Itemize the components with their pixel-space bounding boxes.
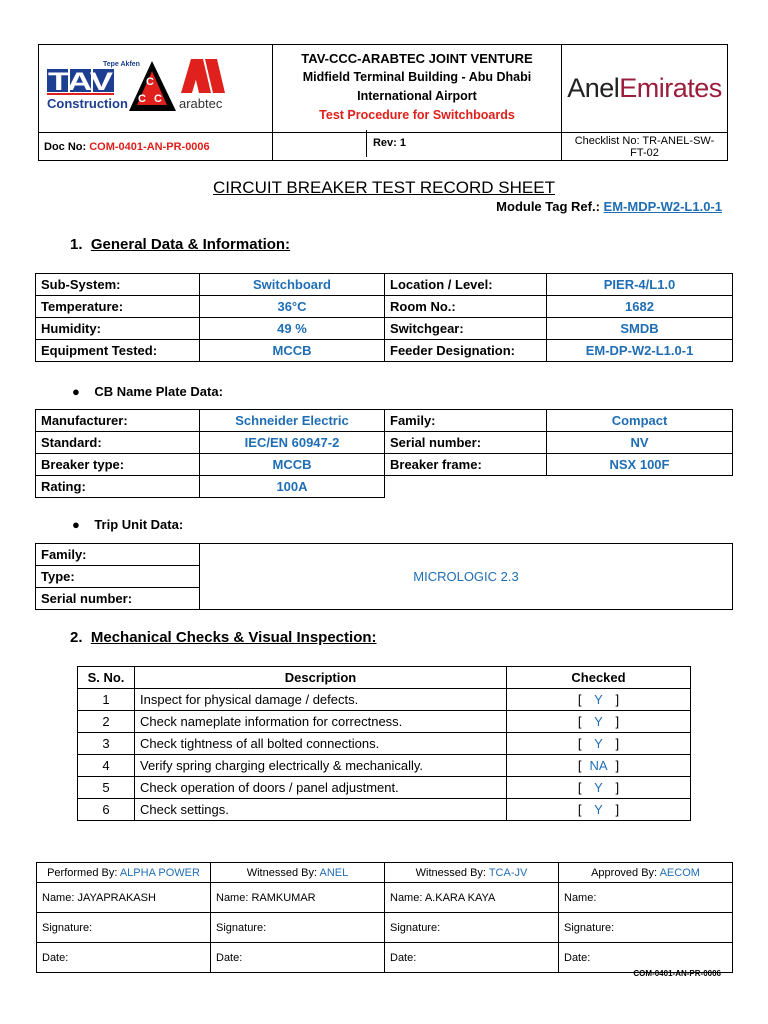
empty-cell bbox=[385, 476, 547, 498]
nameplate-value: 100A bbox=[200, 476, 385, 498]
check-description: Check tightness of all bolted connections. bbox=[135, 733, 507, 755]
tav-ccc-arabtec-logo bbox=[39, 45, 271, 129]
check-number: 3 bbox=[78, 733, 135, 755]
signoff-signature: Signature: bbox=[37, 913, 211, 943]
nameplate-value: Compact bbox=[547, 410, 733, 432]
general-label: Location / Level: bbox=[385, 274, 547, 296]
rev-cell: Rev: 1 bbox=[272, 133, 561, 161]
signoff-role bbox=[385, 863, 559, 883]
signoff-name: Name: bbox=[559, 883, 733, 913]
col-checked: Checked bbox=[507, 667, 691, 689]
logo-ccc-2: C bbox=[138, 93, 146, 105]
bracket-open: [ bbox=[577, 714, 582, 729]
general-label: Room No.: bbox=[385, 296, 547, 318]
general-label: Sub-System: bbox=[36, 274, 200, 296]
check-value: Y bbox=[594, 802, 603, 817]
nameplate-label: Rating: bbox=[36, 476, 200, 498]
general-value: Switchboard bbox=[200, 274, 385, 296]
check-row bbox=[78, 799, 691, 821]
doc-number: COM-0401-AN-PR-0006 bbox=[89, 140, 210, 153]
mechanical-checks-table bbox=[77, 666, 691, 821]
procedure-title: Test Procedure for Switchboards bbox=[319, 108, 515, 122]
signoff-role-label: Witnessed By: bbox=[246, 866, 320, 879]
signoff-date: Date: bbox=[559, 943, 733, 973]
general-label: Temperature: bbox=[36, 296, 200, 318]
signoff-org: ALPHA POWER bbox=[119, 866, 200, 879]
bracket-open: [ bbox=[577, 780, 582, 795]
signoff-date: Date: bbox=[385, 943, 559, 973]
project-line: Midfield Terminal Building - Abu Dhabi bbox=[302, 70, 532, 84]
nameplate-label: Breaker type: bbox=[36, 454, 200, 476]
nameplate-row bbox=[36, 476, 733, 498]
bracket-open: [ bbox=[577, 692, 582, 707]
bracket-open: [ bbox=[577, 758, 582, 773]
anel-logo-cell bbox=[561, 45, 727, 133]
logo-arabtec-text: arabtec bbox=[179, 96, 223, 111]
check-number: 4 bbox=[78, 755, 135, 777]
nameplate-row bbox=[36, 454, 733, 476]
general-value: PIER-4/L1.0 bbox=[547, 274, 733, 296]
check-status bbox=[507, 799, 691, 821]
check-status bbox=[507, 689, 691, 711]
nameplate-row bbox=[36, 432, 733, 454]
signoff-role-label: Witnessed By: bbox=[415, 866, 489, 879]
signoff-signature: Signature: bbox=[385, 913, 559, 943]
header-title-cell bbox=[272, 45, 561, 133]
general-value: EM-DP-W2-L1.0-1 bbox=[547, 340, 733, 362]
check-status bbox=[507, 755, 691, 777]
check-status bbox=[507, 733, 691, 755]
nameplate-value: IEC/EN 60947-2 bbox=[200, 432, 385, 454]
signoff-date: Date: bbox=[211, 943, 385, 973]
signoff-name: Name: RAMKUMAR bbox=[211, 883, 385, 913]
general-row bbox=[36, 274, 733, 296]
bracket-close: ] bbox=[615, 780, 620, 795]
check-row bbox=[78, 711, 691, 733]
trip-unit-heading: ● Trip Unit Data: bbox=[72, 517, 184, 532]
signoff-name: Name: JAYAPRAKASH bbox=[37, 883, 211, 913]
nameplate-label: Family: bbox=[385, 410, 547, 432]
check-number: 2 bbox=[78, 711, 135, 733]
nameplate-value: MCCB bbox=[200, 454, 385, 476]
signoff-role bbox=[559, 863, 733, 883]
nameplate-value: NV bbox=[547, 432, 733, 454]
signoff-role bbox=[211, 863, 385, 883]
trip-label-type: Type: bbox=[36, 566, 200, 588]
signoff-role-label: Approved By: bbox=[591, 866, 660, 879]
logo-tav-text: TAV bbox=[48, 68, 114, 96]
general-value: MCCB bbox=[200, 340, 385, 362]
signoff-date: Date: bbox=[37, 943, 211, 973]
jv-title: TAV-CCC-ARABTEC JOINT VENTURE bbox=[301, 51, 533, 66]
signoff-org: ANEL bbox=[319, 866, 349, 879]
trip-label-family: Family: bbox=[36, 544, 200, 566]
nameplate-table bbox=[35, 409, 733, 498]
sheet-title: CIRCUIT BREAKER TEST RECORD SHEET bbox=[213, 178, 555, 197]
nameplate-label: Breaker frame: bbox=[385, 454, 547, 476]
module-tag-value: EM-MDP-W2-L1.0-1 bbox=[603, 199, 722, 214]
project-line-2: International Airport bbox=[357, 89, 477, 103]
bracket-open: [ bbox=[577, 802, 582, 817]
check-row bbox=[78, 689, 691, 711]
checklist-cell: Checklist No: TR-ANEL-SW-FT-02 bbox=[561, 133, 727, 161]
check-row bbox=[78, 777, 691, 799]
trip-label-serial: Serial number: bbox=[36, 588, 200, 610]
signoff-role bbox=[37, 863, 211, 883]
anel-emirates-logo: AnelEmirates bbox=[567, 73, 722, 103]
signoff-org: AECOM bbox=[659, 866, 700, 879]
bracket-close: ] bbox=[615, 736, 620, 751]
general-label: Feeder Designation: bbox=[385, 340, 547, 362]
check-number: 6 bbox=[78, 799, 135, 821]
check-number: 1 bbox=[78, 689, 135, 711]
trip-unit-value: MICROLOGIC 2.3 bbox=[200, 544, 733, 610]
bracket-close: ] bbox=[615, 758, 620, 773]
general-label: Switchgear: bbox=[385, 318, 547, 340]
document-header bbox=[38, 44, 728, 161]
bracket-close: ] bbox=[615, 714, 620, 729]
general-value: 1682 bbox=[547, 296, 733, 318]
logo-ccc-1: C bbox=[146, 76, 154, 88]
bracket-open: [ bbox=[577, 736, 582, 751]
bracket-close: ] bbox=[615, 692, 620, 707]
signoff-name: Name: A.KARA KAYA bbox=[385, 883, 559, 913]
signoff-org: TCA-JV bbox=[488, 866, 528, 879]
check-status bbox=[507, 711, 691, 733]
module-tag: Module Tag Ref.: EM-MDP-W2-L1.0-1 bbox=[496, 199, 722, 214]
general-data-table bbox=[35, 273, 733, 362]
bracket-close: ] bbox=[615, 802, 620, 817]
check-description: Check settings. bbox=[135, 799, 507, 821]
general-value: SMDB bbox=[547, 318, 733, 340]
check-value: NA bbox=[589, 758, 608, 773]
nameplate-label: Serial number: bbox=[385, 432, 547, 454]
signoff-signature: Signature: bbox=[559, 913, 733, 943]
check-value: Y bbox=[594, 714, 603, 729]
general-row bbox=[36, 340, 733, 362]
check-value: Y bbox=[594, 736, 603, 751]
general-value: 36°C bbox=[200, 296, 385, 318]
trip-unit-table bbox=[35, 543, 733, 610]
check-row bbox=[78, 733, 691, 755]
check-value: Y bbox=[594, 780, 603, 795]
doc-number-cell: Doc No: COM-0401-AN-PR-0006 bbox=[39, 133, 273, 161]
section-1-heading: 1. General Data & Information: bbox=[70, 236, 291, 253]
nameplate-value: Schneider Electric bbox=[200, 410, 385, 432]
check-status bbox=[507, 777, 691, 799]
nameplate-row bbox=[36, 410, 733, 432]
general-label: Humidity: bbox=[36, 318, 200, 340]
left-logo-cell bbox=[39, 45, 273, 133]
signoff-table bbox=[36, 862, 733, 973]
general-row bbox=[36, 296, 733, 318]
logo-small-text: Tepe Akfen bbox=[103, 61, 140, 68]
general-value: 49 % bbox=[200, 318, 385, 340]
nameplate-value: NSX 100F bbox=[547, 454, 733, 476]
col-description: Description bbox=[135, 667, 507, 689]
nameplate-label: Manufacturer: bbox=[36, 410, 200, 432]
check-description: Check nameplate information for correctness. bbox=[135, 711, 507, 733]
check-description: Verify spring charging electrically & mechanically. bbox=[135, 755, 507, 777]
general-row bbox=[36, 318, 733, 340]
check-number: 5 bbox=[78, 777, 135, 799]
check-description: Inspect for physical damage / defects. bbox=[135, 689, 507, 711]
logo-ccc-3: C bbox=[154, 93, 162, 105]
nameplate-label: Standard: bbox=[36, 432, 200, 454]
check-row bbox=[78, 755, 691, 777]
section-2-heading: 2. Mechanical Checks & Visual Inspection: bbox=[70, 629, 377, 646]
empty-cell bbox=[547, 476, 733, 498]
check-description: Check operation of doors / panel adjustment. bbox=[135, 777, 507, 799]
nameplate-heading: ● CB Name Plate Data: bbox=[72, 384, 223, 399]
check-value: Y bbox=[594, 692, 603, 707]
col-sno: S. No. bbox=[78, 667, 135, 689]
logo-construction-text: Construction bbox=[47, 96, 128, 111]
general-label: Equipment Tested: bbox=[36, 340, 200, 362]
footer-doc-code: COM-0401-AN-PR-0006 bbox=[633, 969, 721, 978]
signoff-role-label: Performed By: bbox=[47, 866, 120, 879]
signoff-signature: Signature: bbox=[211, 913, 385, 943]
